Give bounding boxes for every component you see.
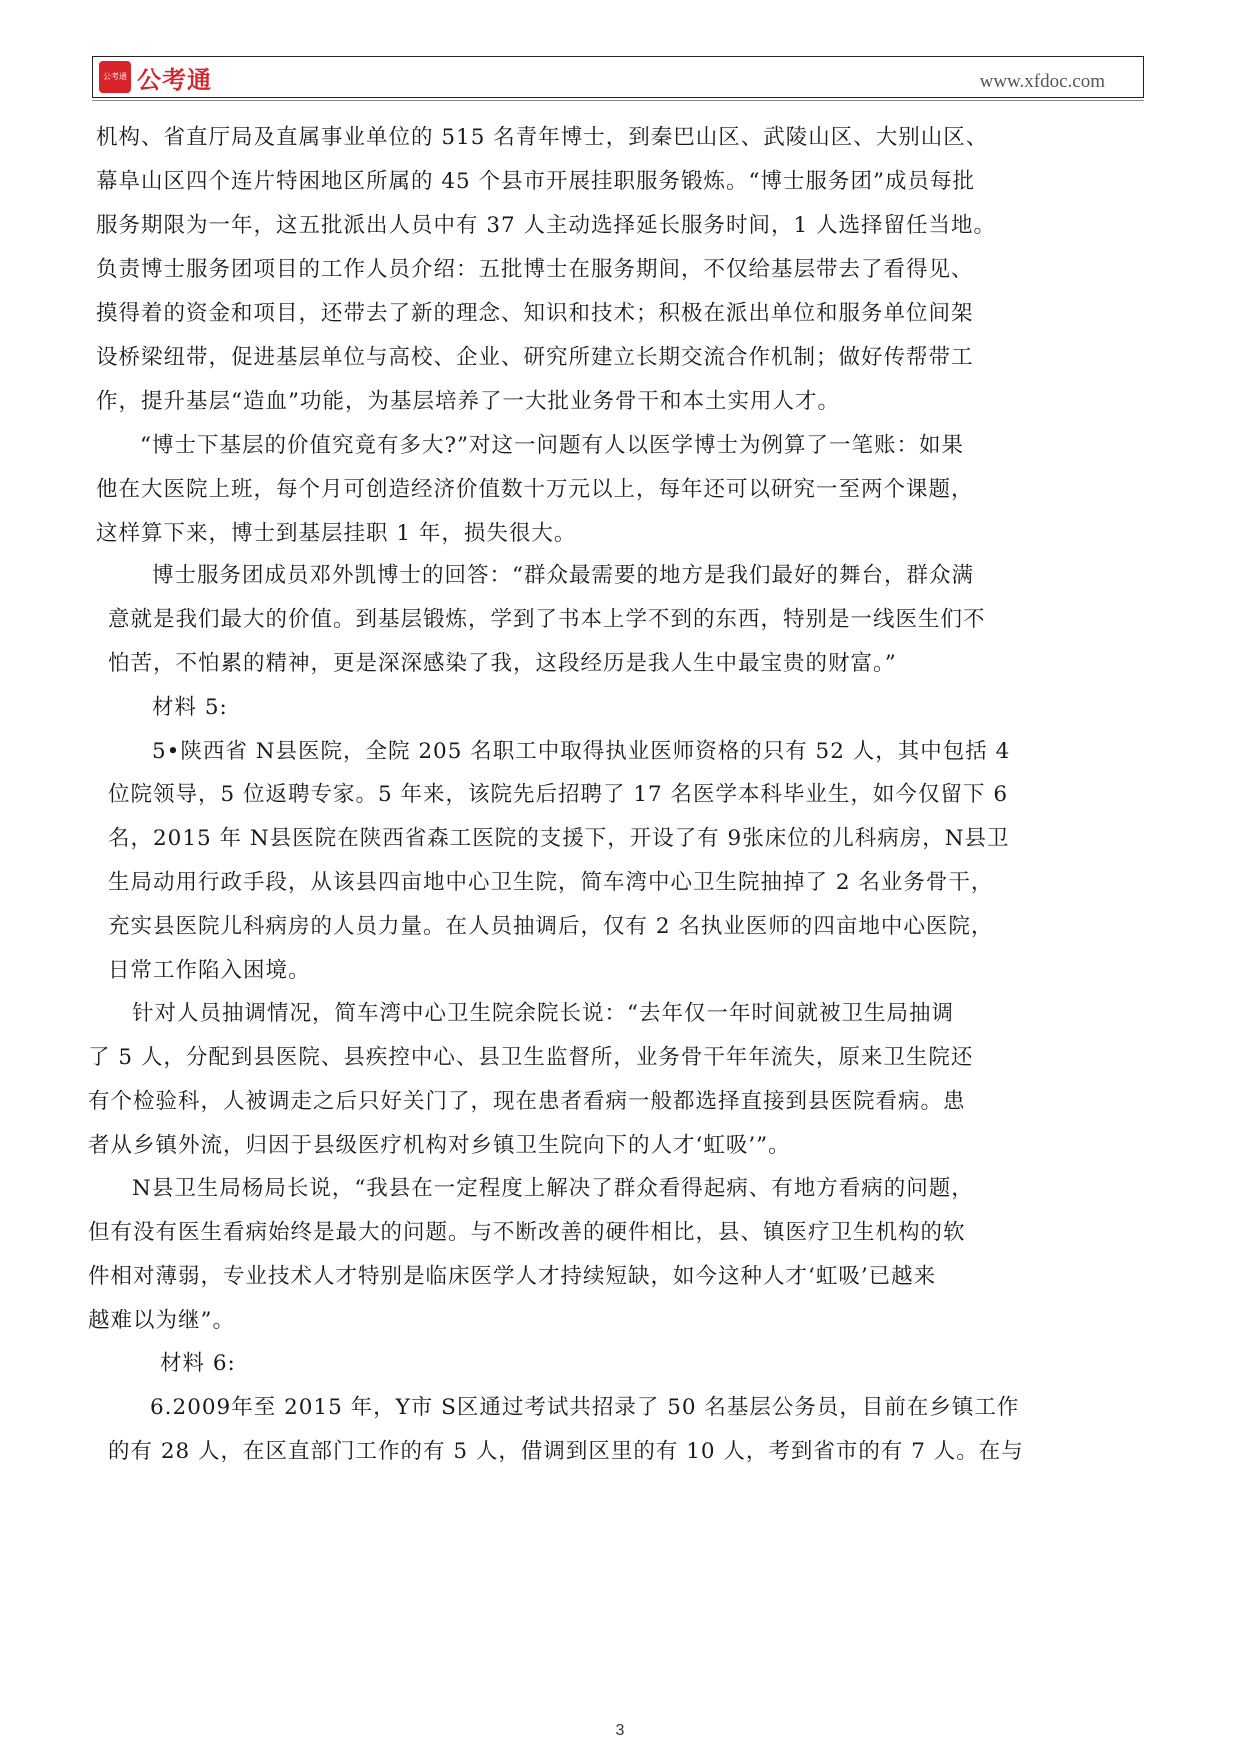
- text-line: 设桥梁纽带，促进基层单位与高校、企业、研究所建立长期交流合作机制；做好传帮带工: [96, 345, 974, 370]
- text-line: 了 5 人，分配到县医院、县疾控中心、县卫生监督所，业务骨干年年流失，原来卫生院还: [88, 1045, 974, 1070]
- text-line: 服务期限为一年，这五批派出人员中有 37 人主动选择延长服务时间，1 人选择留任当地。: [96, 213, 997, 238]
- text-line: 有个检验科，人被调走之后只好关门了，现在患者看病一般都选择直接到县医院看病。患: [88, 1089, 966, 1114]
- logo-badge-icon: 公考通: [99, 61, 131, 93]
- text-line: 件相对薄弱，专业技术人才特别是临床医学人才持续短缺，如今这种人才‘虹吸’已越来: [88, 1264, 937, 1289]
- section-heading: 材料 6:: [160, 1351, 236, 1376]
- text-line: 幕阜山区四个连片特困地区所属的 45 个县市开展挂职服务锻炼。“博士服务团”成员每批: [96, 169, 976, 194]
- text-line: 摸得着的资金和项目，还带去了新的理念、知识和技术；积极在派出单位和服务单位间架: [96, 301, 974, 326]
- page-number: 3: [615, 1722, 625, 1739]
- text-line: “博士下基层的价值究竟有多大?”对这一问题有人以医学博士为例算了一笔账：如果: [140, 433, 965, 458]
- text-line: 怕苦，不怕累的精神，更是深深感染了我，这段经历是我人生中最宝贵的财富。”: [108, 651, 897, 676]
- header-divider: [92, 100, 1144, 101]
- text-line: 日常工作陷入困境。: [108, 958, 311, 983]
- text-line: N县卫生局杨局长说，“我县在一定程度上解决了群众看得起病、有地方看病的问题，: [132, 1176, 974, 1201]
- text-line: 这样算下来，博士到基层挂职 1 年，损失很大。: [96, 521, 577, 546]
- text-line: 充实县医院儿科病房的人员力量。在人员抽调后，仅有 2 名执业医师的四亩地中心医院，: [108, 914, 994, 939]
- text-line: 5•陕西省 N县医院，全院 205 名职工中取得执业医师资格的只有 52 人，其中包括 4: [152, 739, 1011, 764]
- page-header: [92, 56, 1144, 98]
- text-line: 博士服务团成员邓外凯博士的回答：“群众最需要的地方是我们最好的舞台，群众满: [152, 563, 974, 588]
- text-line: 他在大医院上班，每个月可创造经济价值数十万元以上，每年还可以研究一至两个课题，: [96, 477, 974, 502]
- text-line: 机构、省直厅局及直属事业单位的 515 名青年博士，到秦巴山区、武陵山区、大别山区、: [96, 125, 989, 150]
- text-line: 6.2009年至 2015 年，Y市 S区通过考试共招录了 50 名基层公务员，目前在乡镇工作: [150, 1395, 1020, 1420]
- text-line: 作，提升基层“造血”功能，为基层培养了一大批业务骨干和本土实用人才。: [96, 389, 840, 414]
- text-line: 者从乡镇外流，归因于县级医疗机构对乡镇卫生院向下的人才‘虹吸’”。: [88, 1133, 791, 1158]
- site-url[interactable]: www.xfdoc.com: [979, 71, 1105, 92]
- text-line: 负责博士服务团项目的工作人员介绍：五批博士在服务期间，不仅给基层带去了看得见、: [96, 257, 974, 282]
- text-line: 但有没有医生看病始终是最大的问题。与不断改善的硬件相比，县、镇医疗卫生机构的软: [88, 1220, 966, 1245]
- text-line: 名，2015 年 N县医院在陕西省森工医院的支援下，开设了有 9张床位的儿科病房，N县卫: [108, 826, 1010, 851]
- site-logo[interactable]: [99, 60, 212, 94]
- text-line: 针对人员抽调情况，简车湾中心卫生院余院长说：“去年仅一年时间就被卫生局抽调: [132, 1001, 954, 1026]
- text-line: 的有 28 人，在区直部门工作的有 5 人，借调到区里的有 10 人，考到省市的有 7 人。在与: [108, 1439, 1024, 1464]
- text-line: 越难以为继”。: [88, 1308, 235, 1333]
- text-line: 意就是我们最大的价值。到基层锻炼，学到了书本上学不到的东西，特别是一线医生们不: [108, 607, 986, 632]
- logo-text: 公考通: [137, 65, 212, 94]
- section-heading: 材料 5:: [152, 695, 228, 720]
- text-line: 位院领导，5 位返聘专家。5 年来，该院先后招聘了 17 名医学本科毕业生，如今仅留下 6: [108, 782, 1009, 807]
- text-line: 生局动用行政手段，从该县四亩地中心卫生院，简车湾中心卫生院抽掉了 2 名业务骨干，: [108, 870, 994, 895]
